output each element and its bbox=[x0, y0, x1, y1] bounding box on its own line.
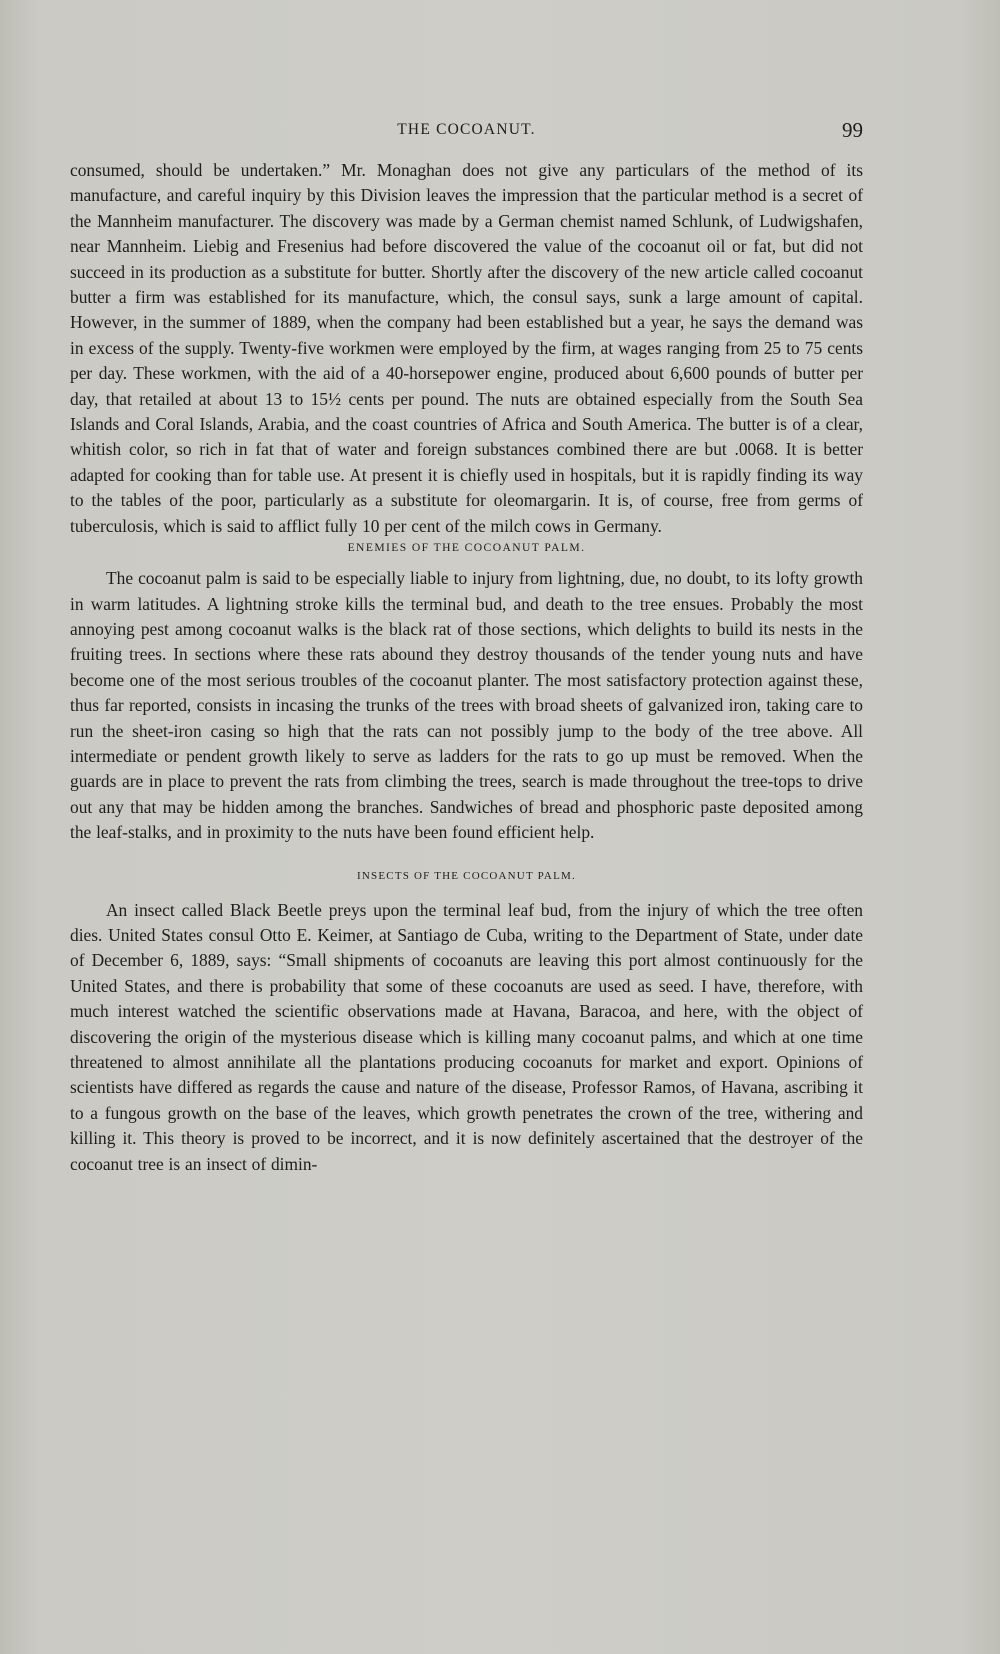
running-head bbox=[70, 118, 863, 146]
running-title: THE COCOANUT. bbox=[397, 121, 536, 138]
body-text bbox=[70, 158, 863, 1177]
page-number: 99 bbox=[842, 118, 863, 142]
paragraph-butter-continued: consumed, should be undertaken.” Mr. Monaghan does not give any particulars of the method of its manufacture, and careful inquiry by this Division leaves the impression that the particular method is a secret of the Mannheim manufacturer. The discovery was made by a German chemist named Schlunk, of Ludwigshafen, near Mannheim. Liebig and Fresenius had before discovered the value of the cocoanut oil or fat, but did not succeed in its production as a substitute for butter. Shortly after the discovery of the new article called cocoanut butter a firm was established for its manufacture, which, the consul says, sunk a large amount of capital. However, in the summer of 1889, when the company had been established but a year, he says the demand was in excess of the supply. Twenty-five workmen were employed by the firm, at wages ranging from 25 to 75 cents per day. These workmen, with the aid of a 40-horsepower engine, produced about 6,600 pounds of butter per day, that retailed at about 13 to 15½ cents per pound. The nuts are obtained especially from the South Sea Islands and Coral Islands, Arabia, and the coast countries of Africa and South America. The butter is of a clear, whitish color, so rich in fat that of water and foreign substances combined there are but .0068. It is better adapted for cooking than for table use. At present it is chiefly used in hospitals, but it is rapidly finding its way to the tables of the poor, particularly as a substitute for oleomargarin. It is, of course, free from germs of tuberculosis, which is said to afflict fully 10 per cent of the milch cows in Germany. bbox=[70, 160, 863, 536]
paragraph-insects: An insect called Black Beetle preys upon the terminal leaf bud, from the injury of which the tree often dies. United States consul Otto E. Keimer, at Santiago de Cuba, writing to the Department of State, under date of December 6, 1889, says: “Small shipments of cocoanuts are leaving this port almost continuously for the United States, and there is probability that some of these cocoanuts are used as seed. I have, therefore, with much interest watched the scientific observations made at Havana, Baracoa, and here, with the object of discovering the origin of the mysterious disease which is killing many cocoanut palms, and which at one time threatened to almost annihilate all the plantations producing cocoanuts for market and export. Opinions of scientists have differed as regards the cause and nature of the disease, Professor Ramos, of Havana, ascribing it to a fungous growth on the base of the leaves, which growth penetrates the crown of the tree, withering and killing it. This theory is proved to be incorrect, and it is now definitely ascertained that the destroyer of the cocoanut tree is an insect of dimin- bbox=[70, 899, 863, 1174]
section-heading-insects: INSECTS OF THE COCOANUT PALM. bbox=[357, 869, 576, 882]
section-heading-enemies: ENEMIES OF THE COCOANUT PALM. bbox=[347, 541, 586, 555]
paragraph-enemies: The cocoanut palm is said to be especially liable to injury from lightning, due, no doubt, to its lofty growth in warm latitudes. A lightning stroke kills the terminal bud, and death to the tree ensues. Probably the most annoying pest among cocoanut walks is the black rat of those sections, which delights to build its nests in the fruiting trees. In sections where these rats abound they destroy thousands of the tender young nuts and have become one of the most serious troubles of the cocoanut planter. The most satisfactory protection against these, thus far reported, consists in incasing the trunks of the trees with broad sheets of galvanized iron, taking care to run the sheet-iron casing so high that the rats can not possibly jump to the body of the tree above. All intermediate or pendent growth likely to serve as ladders for the rats to go up must be removed. When the guards are in place to prevent the rats from climbing the trees, search is made throughout the tree-tops to drive out any that may be hidden among the branches. Sandwiches of bread and phosphoric paste deposited among the leaf-stalks, and in proximity to the nuts have been found efficient help. bbox=[70, 568, 863, 843]
